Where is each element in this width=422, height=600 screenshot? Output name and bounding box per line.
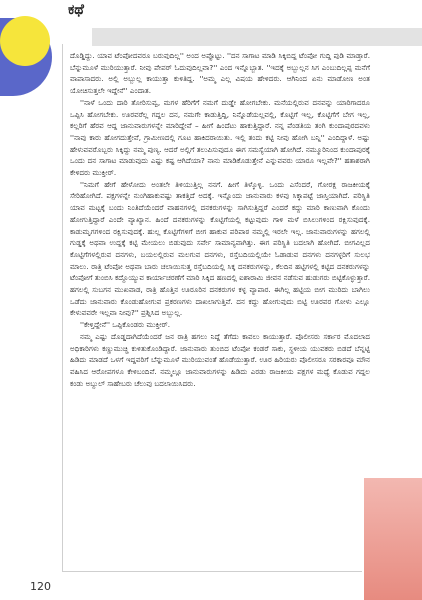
- paragraph: ''ನಾಳೆ ಒಂದು ದಾರಿ ತೋರಿಸುವ್ವ, ಮಗಳ ಹೆರಿಗೆಗೆ ನಮಗೆ ದುಡ್ಡೇ ಹೋಗಬೇಕು. ಮನೆಯಲ್ಲಿರುವ ದನವನ್ನು ಯಾರಿಗಾದರೂ ಒಪ್ಪಿಸಿ ಹೋಗಬೇಕು. ಊರವರೆಲ್ಲ ಗದ್ದಲ ದನ, ನಮಗೇ ಕಾಡುತ್ತಿದ್ದಿ, ನಿನ್ನೊಡೆಯಲ್ಲವಲ್ಲಿ, ಕೊಟ್ಟಿಗೆ ಇಲ್ಲ, ಕೊಟ್ಟಿಗೆಗೆ ಬೇಗ ಇಲ್ಲ, ಕಲ್ಲರಿಗೆ ಹೆರವ ಆದ್ದ ಜಾನುವಾರುಗಳನ್ನೇ ಮಾರಿದ್ದೇವೆ – ಹೀಗೆ ಹಿಂದೆಟು ಹಾಕುತ್ತಿದ್ದಾರೆ. ನನ್ನ ಪೆಂಡತಿಯ ತಂಗಿ ಕುಂದಾಪುರದವಳು ''ನಾವು ಕಾರು ಹೋಗದುತ್ತೇವೆ, ಗ್ರಾಮೀಣದಲ್ಲಿ ಗೂಟ ಹಾಕಿದರಾಯಿತು. ಇಲ್ಲಿ ತಂದು ಕಟ್ಟಿ ನೀವು ಹೋಗಿ ಬನ್ನಿ'' ಎಂದಿದ್ದಾಳೆ. ಅಷ್ಟು ಹೇಳುವವರೊಬ್ಬರು ಸಿಕ್ಕಿದ್ದು ನಮ್ಮ ಪುಣ್ಯ. ಆದರೆ ಅಲ್ಲಿಗೆ ತಲುಪಿಸುವುದೂ ಈಗ ಸಮಸ್ಯೆಯಾಗಿ ಹೋಗಿದೆ. ನಮ್ಮೂರಿನಿಂದ ಕುಂದಾಪುರಕ್ಕೆ ಒಂದು ದನ ಸಾಗಾಟ ಮಾಡುವುದು ಎಷ್ಟು ಕಷ್ಟ ಆಗಿದೆಯಾ? ನಾನು ಮಾಡಿಕೊಡುತ್ತೇನೆ ಎನ್ನುವವರು ಯಾರೂ ಇಲ್ಲವೇ?'' ಹತಾಶರಾಗಿ ಕೇಳಿದರು ಮುಕ್ತೀರ್.: [70, 97, 370, 178]
- article-body: [70, 50, 370, 389]
- bottom-rule: [62, 571, 362, 572]
- header-bar: [92, 28, 422, 46]
- section-title: ಕಥೆ: [68, 2, 84, 18]
- paragraph: ''ಕೇಳ್ತಿದ್ದೇನೆ'' ಒಪ್ಪಿಕೊಂಡರು ಮುಕ್ತೀರ್.: [80, 320, 171, 330]
- decorative-yellow-circle: [0, 16, 50, 66]
- paragraph: ನಮ್ಮ ಎಷ್ಟು ದೊಡ್ಡದಾಗಿದೆಯೆಂದರೆ ಜನ ರಾತ್ರಿ ಹಗಲು ನಿದ್ದೆ ತೆಗೆದು ಕಾವಲು ಕಾಯುತ್ತಾರೆ. ಪೊಲೀಸರು ಸರ್ಕಾರ ಮೊದಲಾದ ಅಧಿಕಾರಿಗಳು ಕಣ್ಣುಮುಚ್ಚಿ ಕುಳಿತುಕೊಂಡಿದ್ದಾರೆ. ಜಾನುವಾರು ತುಂಬಿದ ಟೆಂಪೋ ಕಂಡರೆ ಸಾಕು, ಸ್ಥಳೀಯ ಯುವಕರು ಬಿಡದೆ ಬೆನ್ನಟ್ಟಿ ಹಿಡಿದು ಮಾಡದೆ ಒಳಗೆ ಇದ್ದವರಿಗೆ ಬೆನ್ನುಮೂಳೆ ಮುರಿಯುವಂತೆ ಹೊಡೆಯುತ್ತಾರೆ. ಊರ ಹಿರಿಯರು ಪೊಲೀಸರೂ ಸರಕಾರವೂ ಮೌನ ವಹಿಸಿದ ಆರೋಪಗಳೂ ಕೇಳಿಬಂದಿವೆ. ನಮ್ಮಲ್ಲೂ ಜಾನುವಾರುಗಳನ್ನು ಹಿಡಿದು ಎರಡು ರಾಜಕೀಯ ಪಕ್ಷಗಳ ಮಧ್ಯೆ ಕೊಡುವ ಗದ್ದಲ ಕಂಡು ಅಬ್ದುಲ್ ಸಾಹೇಬರು ಚೆಲುವು ಬದಲಾಯಿಸಿದರು.: [70, 331, 370, 388]
- left-frame-line: [62, 44, 63, 572]
- paragraph: ''ನಿಮಗೆ ಹೇಗೆ ಹೇಳೋದು ಅಂತಲೇ ತಿಳಿಯುತ್ತಿಲ್ಲ ನನಗೆ. ಹೀಗೆ ತಿಳ್ಕೊಳ್ಳಿ. ಒಂದು ಎಸೆಂದರೆ, ಗೋರಕ್ಷ ರಾಜಕೀಯಕ್ಕೆ ಸೇರಿಹೋಗಿದೆ. ಪಕ್ಷಗಳನ್ನೇ ನುಂಗಿಹಾಕುವಷ್ಟು ತಾಕತ್ತಿದೆ ಅದಕ್ಕೆ. ಇನ್ನೊಂದು ಜಾನುವಾರು ಕಳವು ಸಿಕ್ಕಾಪಟ್ಟೆ ಜಾಸ್ತಿಯಾಗಿದೆ. ಪರಿಸ್ಥಿತಿ ಯಾವ ಮಟ್ಟಕ್ಕೆ ಬಂದು ನಿಂತಿದೆಯೆಂದರೆ ವಾಹನಗಳಲ್ಲಿ ದನಕರುಗಳನ್ನು ಸಾಗಿಸುತ್ತಿದ್ದರೆ ಎಂದರೆ ಕದ್ದು ಮಾರಿ ಕಾಣುವಾಗಿ ಕೊಂದು ಹೋಗುತ್ತಿದ್ದಾರೆ ಎಂದೇ ವ್ಯಾಖ್ಯಾನ. ಹಿಂದೆ ದನಕರುಗಳನ್ನು ಕೊಟ್ಟಿಗೆಯಲ್ಲಿ ಕಟ್ಟುವುದು ಗಾಳಿ ಮಳೆ ಬಿಸಿಲುಗಳಿಂದ ರಕ್ಷಿಸುವುದಕ್ಕೆ. ಕಾಡುಮೃಗಗಳಿಂದ ರಕ್ಷಿಸುವುದಕ್ಕೆ. ಹುಲ್ಲ ಕೊಟ್ಟಿಗೆಗಳಿಗೆ ಬೀಗ ಹಾಕುವ ಪರಿಪಾಠ ನಮ್ಮಲ್ಲಿ ಇರಲೇ ಇಲ್ಲ. ಜಾನುವಾರುಗಳನ್ನು ಹಗಲಲ್ಲಿ ಗುಡ್ಡಕ್ಕೆ ಅಥವಾ ಉದ್ದಕ್ಕೆ ಕಟ್ಟಿ ಮೇಯಲು ಬಿಡುವುದು ಸರ್ವೇ ಸಾಮಾನ್ಯವಾಗಿತ್ತು. ಈಗ ಪರಿಸ್ಥಿತಿ ಬದಲಾಗಿ ಹೋಗಿದೆ. ಬೀಗವಿಲ್ಲದ ಕೊಟ್ಟಿಗೆಗಳಲ್ಲಿರುವ ದನಗಳು, ಬಯಲಲ್ಲಿರುವ ಮಲಗುವ ದನಗಳು, ರಸ್ತೆಬದಿಯಲ್ಲಿಯೇ ಓಡಾಡುವ ದನಗಳು ದನಗಳ್ಳರಿಗೆ ಸುಲಭ ಮಾಲು. ರಾತ್ರಿ ಟೆಂಪೋ ಅಥವಾ ಬಾರು ಚಲಾಯಿಸುತ್ತ ರಸ್ತೆಬದಿಯಲ್ಲಿ ಸಿಕ್ಕ ದನಕರುಗಳನ್ನು, ಕೆಲದಿನ ಹಟ್ಟಿಗಳಲ್ಲಿ ಕಟ್ಟಿದ ದನಕರುಗಳನ್ನು ಟೆಂಪೋಗೆ ತುಂಬಿಸಿ ಕದ್ದೊಯ್ಯುವ ಕಾರ್ಯಾಚರಣೆಗೆ ಮಾರಿ ಸಿಕ್ಕಿದ ಹಣದಲ್ಲಿ ಐಶಾರಾಮಿ ಜೀವನ ನಡೆಸುವ ಹುಡುಗರು ಬಿಟ್ಟಿಕೊಳ್ಳುತ್ತಾರೆ. ಹಗಲಲ್ಲಿ ಸುಬಗನ ಮುಖವಾಡ, ರಾತ್ರಿ ಹೊತ್ತಿನ ಊರೂರಿನ ದನಕರುಗಳ ಕಳ್ಳ ವ್ಯಾಪಾರ. ಈಗಿಲ್ಲ ಹಟ್ಟಿಯ ಬೀಗ ಮುರಿದು ಬಾಗಿಲು ಒಡೆದು ಜಾನುವಾರು ಕೊಂಡುಹೋಗುವ ಪ್ರಕರಣಗಳು ದಾಖಲಾಗುತ್ತಿವೆ. ದನ ಕದ್ದು ಹೋಗುವುದು ಬಿಟ್ಟಿ ಊರವರ ಗೋಳು ಎಲ್ಲೂ ಕೇಳುವವರೇ ಇಲ್ಲವಾ ನೀವು?'' ಪ್ರಶ್ನಿಸಿದ ಅಬ್ಬುಲ್ಲ.: [70, 179, 370, 318]
- paragraph: ದೊಡ್ಡಿದ್ದು. ಯಾವ ಟೆಂಪೋದವರೂ ಬರುವುದಿಲ್ಲ'' ಅಂದ ಅಪ್ಪೊಟ್ಟು. ''ದನ ಸಾಗಾಟ ಮಾಡಿ ಸಿಕ್ಕಿಬಿದ್ದ ಟೆಂಪೋ ಗುದ್ದಿ ಪುಡಿ ಮಾಡ್ತಾರೆ. ಬೆನ್ನುಮೂಳೆ ಮುರಿಯುತ್ತಾರೆ. ನೀವು ಪೇಪರ್ ಓದುವುದಿಲ್ಲವಾ?'' ಎಂದ ಇನ್ನೊಬ್ಬಾತ. ''ಇದಕ್ಕೆ ಅಬ್ಬುಲ್ಲನ ಸಿಗ ಎಂಬುದಿಲ್ಲಪ್ಪ ಮನೆಗೆ ವಾಪಾಸಾದರು. ಅಲ್ಲಿ ಅಬ್ಬುಲ್ಲ ಕಾಯುತ್ತಾ ಕುಳಿತಿದ್ದ. ''ಅಮ್ಮ ಎಲ್ಲ ವಿಷಯ ಹೇಳಿದರು. ಆಗಿನಿಂದ ಏನು ಮಾಡೋಣ ಅಂತ ಯೋಚಿಸುತ್ತಲೇ ಇದ್ದೇನೆ'' ಎಂದಾತ.: [70, 51, 370, 96]
- page-number: 120: [30, 580, 51, 593]
- decorative-red-bar: [364, 478, 422, 600]
